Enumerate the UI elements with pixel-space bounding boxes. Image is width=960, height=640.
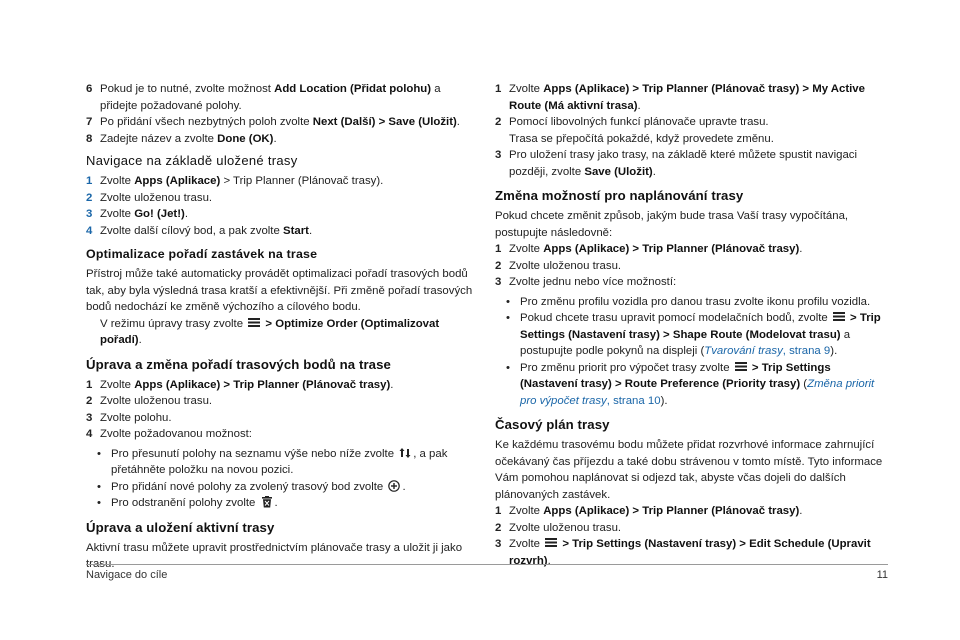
step-text: a přidejte požadované polohy. [100, 83, 441, 112]
step-text: Zvolte jednu nebo více možností: [509, 276, 677, 288]
cross-reference-title: Tvarování trasy [704, 345, 783, 357]
menu-icon [735, 361, 747, 372]
add-circle-icon [388, 480, 400, 491]
ui-term: Done (OK) [217, 132, 274, 145]
step-text: . [799, 505, 803, 517]
step-8 [86, 131, 478, 148]
ui-term: Apps (Aplikace) > Trip Planner (Plánovač trasy) [543, 505, 800, 517]
step-text: Zvolte [100, 208, 135, 220]
step-text: . [637, 99, 641, 112]
ui-term: > Trip Settings (Nastavení trasy) > Route Preference (Priority trasy) [520, 361, 831, 390]
footer-section-title: Navigace do cíle [86, 569, 168, 581]
step-number: 2 [495, 116, 502, 128]
step-text: Zvolte uloženou trasu. [100, 395, 213, 407]
section-heading-saved-route: Navigace na základě uložené trasy [86, 153, 298, 168]
step-text: Zvolte [509, 505, 544, 517]
bullet-shape-route [495, 310, 887, 360]
step-text: Pokud je to nutné, zvolte možnost [100, 83, 275, 95]
step-text: . [456, 116, 460, 128]
ui-term: Next (Další) [312, 116, 376, 128]
step-number: 3 [495, 149, 502, 161]
step-number: 6 [86, 83, 93, 95]
ui-term: > Optimize Order (Optimalizovat pořadí) [100, 317, 440, 346]
section-heading-optimize: Optimalizace pořadí zastávek na trase [86, 247, 318, 261]
step-2 [495, 114, 887, 147]
bullet-text: Pro změnu profilu vozidla pro danou trasu zvolte ikonu profilu vozidla. [520, 295, 871, 308]
step-3 [86, 410, 478, 427]
ui-term: Apps (Aplikace) [134, 175, 221, 187]
step-number: 4 [86, 428, 93, 440]
step-text: . [652, 165, 656, 178]
step-text: Zvolte [509, 243, 544, 255]
ui-term: Add Location (Přidat polohu) [274, 83, 432, 95]
ui-term: Save (Uložit) [388, 116, 457, 128]
step-text: Zvolte polohu. [100, 411, 172, 424]
step-4 [86, 223, 478, 240]
menu-icon [545, 537, 557, 548]
step-1 [86, 173, 478, 190]
step-number: 1 [86, 378, 93, 391]
step-text: V režimu úpravy trasy zvolte [100, 317, 247, 330]
step-number: 3 [86, 208, 93, 220]
menu-icon [248, 317, 260, 328]
ui-term: Apps (Aplikace) > Trip Planner (Plánovač trasy) [543, 243, 800, 255]
ui-term: > Trip Settings (Nastavení trasy) > Shape Route (Modelovat trasu) [520, 312, 881, 341]
step-2 [86, 190, 478, 207]
bullet-move [86, 446, 478, 479]
trash-icon [261, 496, 273, 507]
step-text: . [138, 334, 142, 346]
bullet-text: , a pak přetáhněte položku na novou pozici. [111, 447, 448, 476]
cross-reference-title: Změna priorit pro výpočet trasy [520, 378, 875, 407]
reorder-arrows-icon [399, 447, 411, 458]
bullet-text: Pro změnu priorit pro výpočet trasy zvolte [520, 361, 733, 374]
step-text: Zvolte [509, 538, 544, 550]
step-text: . [547, 554, 551, 567]
bullet-text: . [402, 480, 406, 493]
step-1 [495, 81, 887, 114]
bullet-route-preference [495, 360, 887, 410]
bullet-text: ( [800, 378, 808, 390]
step-number: 1 [86, 175, 93, 187]
step-note: Trasa se přepočítá pokaždé, když provedete změnu. [509, 132, 774, 145]
step-7 [86, 114, 478, 131]
bullet-text: Pro přidání nové polohy za zvolený trasový bod zvolte [111, 480, 387, 493]
step-text: . [799, 243, 803, 255]
ui-term: Apps (Aplikace) > Trip Planner (Plánovač trasy) [134, 378, 391, 391]
bullet-text: Pokud chcete trasu upravit pomocí modelačních bodů, zvolte [520, 312, 831, 324]
step-text: Zvolte další cílový bod, a pak zvolte [100, 224, 283, 237]
step-text: Pomocí libovolných funkcí plánovače upravte trasu. [509, 116, 769, 128]
step-number: 3 [86, 411, 93, 424]
step-1 [86, 377, 478, 394]
step-text: Zvolte uloženou trasu. [509, 521, 622, 534]
bullet-remove [86, 495, 478, 512]
step-number: 3 [495, 538, 502, 550]
optimize-instruction [86, 316, 478, 349]
step-text: Zvolte [509, 83, 544, 95]
page-reference-link[interactable]: , strana 10 [606, 394, 661, 407]
step-text: . [273, 132, 277, 145]
page-reference-link[interactable]: , strana 9 [782, 345, 831, 357]
menu-icon [833, 311, 845, 322]
bullet-add [86, 479, 478, 496]
step-number: 2 [86, 191, 93, 204]
section-heading-schedule: Časový plán trasy [495, 417, 610, 432]
step-text: . [308, 224, 313, 237]
bullet-vehicle-profile [495, 294, 887, 311]
step-2 [86, 393, 478, 410]
step-text: . [184, 208, 188, 220]
bullet-text: a postupujte podle pokynů na displeji ( [520, 328, 851, 357]
left-column [86, 81, 478, 573]
bullet-text: ). [660, 394, 668, 407]
bullet-text: Pro odstranění polohy zvolte [111, 497, 259, 509]
step-1 [495, 241, 887, 258]
step-text: Zvolte uloženou trasu. [100, 191, 213, 204]
bullet-text: Pro přesunutí polohy na seznamu výše nebo níže zvolte [111, 447, 398, 460]
optimize-paragraph: Přístroj může také automaticky provádět optimalizaci pořadí trasových bodů tak, aby byla výsledná trasa kratší a efektivnější. Při změně pořadí trasových bodů nedochází ke změně výchozího a cílového bodu. [86, 268, 473, 313]
step-text: Pro uložení trasy jako trasy, na základě které můžete spustit navigaci později, zvolte [509, 149, 858, 178]
ui-term: > Trip Settings (Nastavení trasy) > Edit Schedule (Upravit rozvrh) [509, 538, 871, 567]
ui-term: Go! (Jet!) [134, 208, 185, 220]
schedule-paragraph: Ke každému trasovému bodu můžete přidat rozvrhové informace zahrnující očekávaný čas příjezdu a také dobu strávenou v tomto místě. Tyto informace Vám pomohou naplánovat si odjezd tak, abyste včas dojeli do dalších plánovaných zastávek. [495, 439, 883, 501]
step-text: Zadejte název a zvolte [100, 132, 218, 145]
step-3 [86, 206, 478, 223]
step-number: 8 [86, 132, 93, 145]
bullet-text: ). [830, 345, 838, 357]
step-text: Zvolte [100, 175, 135, 187]
step-6 [86, 81, 478, 114]
footer-rule [86, 564, 888, 565]
ui-term: Apps (Aplikace) > Trip Planner (Plánovač trasy) > My Active Route (Má aktivní trasa) [509, 83, 865, 112]
step-number: 4 [86, 224, 93, 237]
step-4 [86, 426, 478, 443]
step-3 [495, 274, 887, 291]
ui-term: > [375, 116, 389, 128]
step-text: . [380, 175, 384, 187]
ui-term: Save (Uložit) [584, 165, 653, 178]
section-heading-save-active: Úprava a uložení aktivní trasy [86, 519, 275, 535]
step-number: 2 [86, 395, 93, 407]
step-text: Po přidání všech nezbytných poloh zvolte [100, 116, 313, 128]
step-number: 1 [495, 243, 502, 255]
save-active-paragraph: Aktivní trasu můžete upravit prostřednictvím plánovače trasy a uložit ji jako trasu. [86, 541, 463, 570]
step-number: 7 [86, 116, 93, 128]
step-number: 2 [495, 259, 502, 272]
ui-term: Start [282, 224, 309, 237]
step-1 [495, 503, 887, 520]
step-2 [495, 520, 887, 537]
section-heading-route-options: Změna možností pro naplánování trasy [495, 188, 744, 203]
step-3 [495, 147, 887, 180]
step-text: . [390, 378, 394, 391]
page-number: 11 [876, 569, 888, 581]
right-column [495, 81, 887, 569]
step-text: Zvolte požadovanou možnost: [100, 428, 252, 440]
step-number: 1 [495, 505, 502, 517]
step-2 [495, 258, 887, 275]
step-text: Zvolte uloženou trasu. [509, 259, 622, 272]
step-text: > Trip Planner (Plánovač trasy) [220, 175, 381, 187]
step-text: Zvolte [100, 378, 135, 391]
step-number: 2 [495, 521, 502, 534]
section-heading-edit-route: Úprava a změna pořadí trasových bodů na trase [86, 356, 391, 372]
route-options-paragraph: Pokud chcete změnit způsob, jakým bude trasa Vaší trasy vypočítána, postupujte následovně: [495, 210, 849, 239]
step-number: 1 [495, 83, 502, 95]
bullet-text: . [274, 497, 278, 509]
step-number: 3 [495, 276, 502, 288]
